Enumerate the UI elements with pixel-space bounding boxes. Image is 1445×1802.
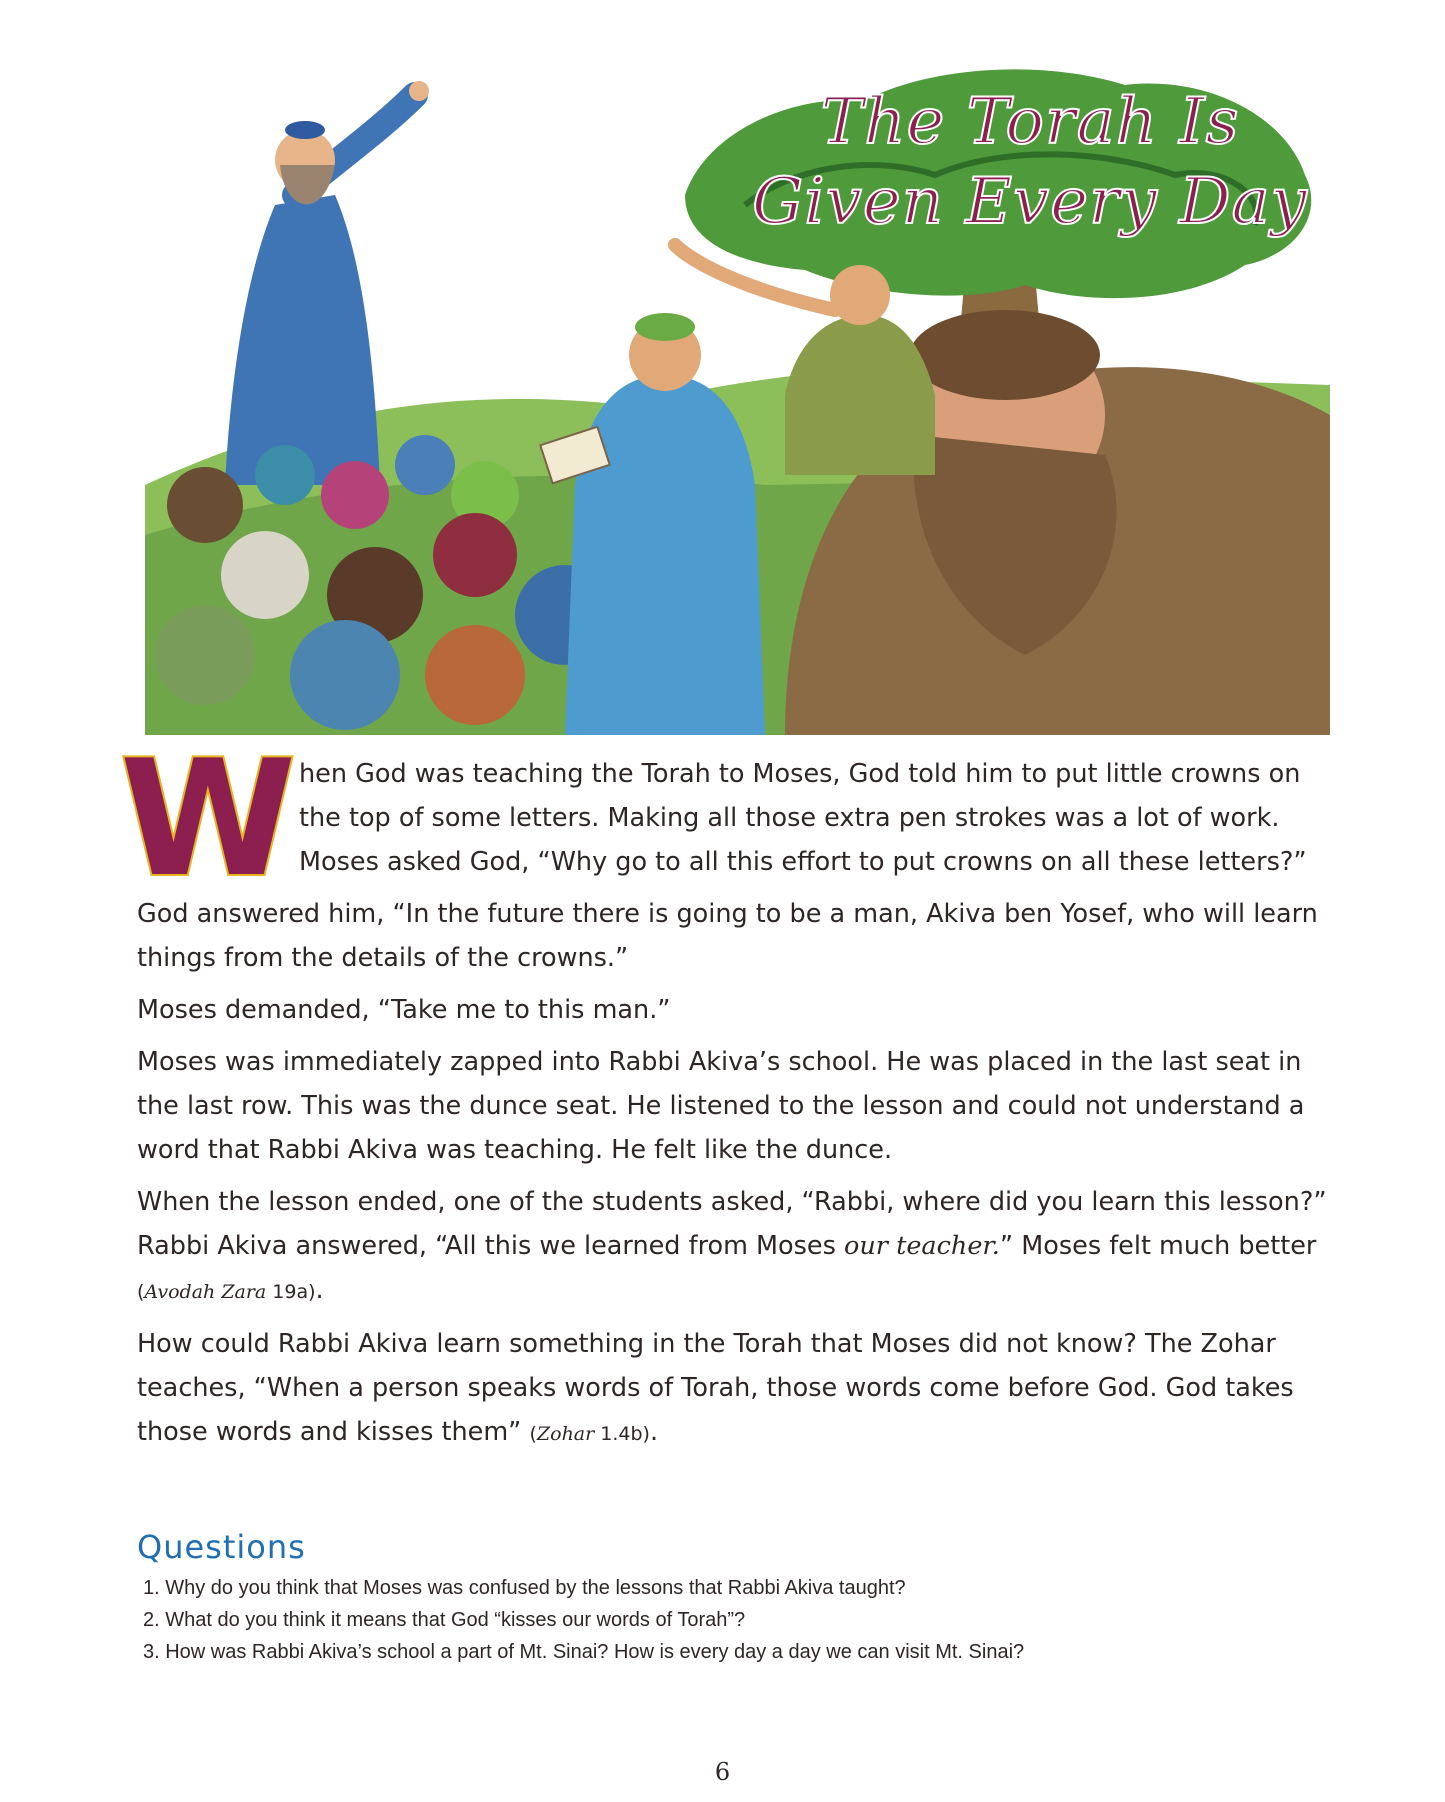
citation-avodah-zara: (Avodah Zara 19a)	[137, 1281, 316, 1303]
questions-heading: Questions	[137, 1528, 306, 1566]
paragraph-6: How could Rabbi Akiva learn something in the Torah that Moses did not know? The Zohar teaches, “When a person speaks words of Torah, those words come before God. God takes those words and kisses them” (Zohar 1.4b).	[137, 1329, 1294, 1447]
page-title	[720, 82, 1340, 242]
question-item: 1. Why do you think that Moses was confused by the lessons that Rabbi Akiva taught?	[143, 1577, 906, 1599]
paragraph-4: Moses was immediately zapped into Rabbi Akiva’s school. He was placed in the last seat in the last row. This was the dunce seat. He listened to the lesson and could not understand a word that Rabbi Akiva was teaching. He felt like the dunce.	[137, 1047, 1305, 1165]
dropcap	[119, 725, 297, 912]
paragraph-5-start: When the lesson ended, one of the students asked, “Rabbi, where did you learn this lesson?” Rabbi Akiva answered, “All this we learned from Moses	[137, 1187, 1327, 1261]
paragraph-3: Moses demanded, “Take me to this man.”	[137, 995, 671, 1025]
citation-zohar: (Zohar 1.4b)	[529, 1423, 650, 1445]
paragraph-5: When the lesson ended, one of the students asked, “Rabbi, where did you learn this lesson?” Rabbi Akiva answered, “All this we learned from Moses our teacher.” Moses felt much better (Avodah Zara 19a).	[137, 1187, 1327, 1305]
title-line-1: The Torah Is	[820, 85, 1240, 159]
paragraph-1	[119, 725, 1337, 912]
paragraph-1-text: hen God was teaching the Torah to Moses, God told him to put little crowns on the top of some letters. Making all those extra pen strokes was a lot of work. Moses asked God, “Why go to all this effort to put crowns on all these letters?”	[299, 759, 1307, 877]
student-with-scroll	[540, 313, 765, 735]
dropcap-letter: W	[119, 725, 297, 912]
page-number: 6	[714, 1758, 731, 1786]
questions-list	[137, 1572, 1337, 1668]
story-body	[119, 725, 1337, 1464]
questions-section	[137, 1528, 1337, 1668]
paragraph-6-start: How could Rabbi Akiva learn something in the Torah that Moses did not know? The Zohar teaches, “When a person speaks words of Torah, those words come before God. God takes those words and kisses them”	[137, 1329, 1294, 1447]
paragraph-2: God answered him, “In the future there is going to be a man, Akiva ben Yosef, who will learn things from the details of the crowns.”	[137, 899, 1318, 973]
paragraph-5-end: ” Moses felt much better	[999, 1231, 1317, 1261]
paragraph-5-emphasis: our teacher.	[844, 1231, 1000, 1261]
title-line-2: Given Every Day	[752, 165, 1308, 239]
question-item: 2. What do you think it means that God “kisses our words of Torah”?	[143, 1609, 746, 1631]
question-item: 3. How was Rabbi Akiva’s school a part of Mt. Sinai? How is every day a day we can visit Mt. Sinai?	[143, 1641, 1025, 1663]
